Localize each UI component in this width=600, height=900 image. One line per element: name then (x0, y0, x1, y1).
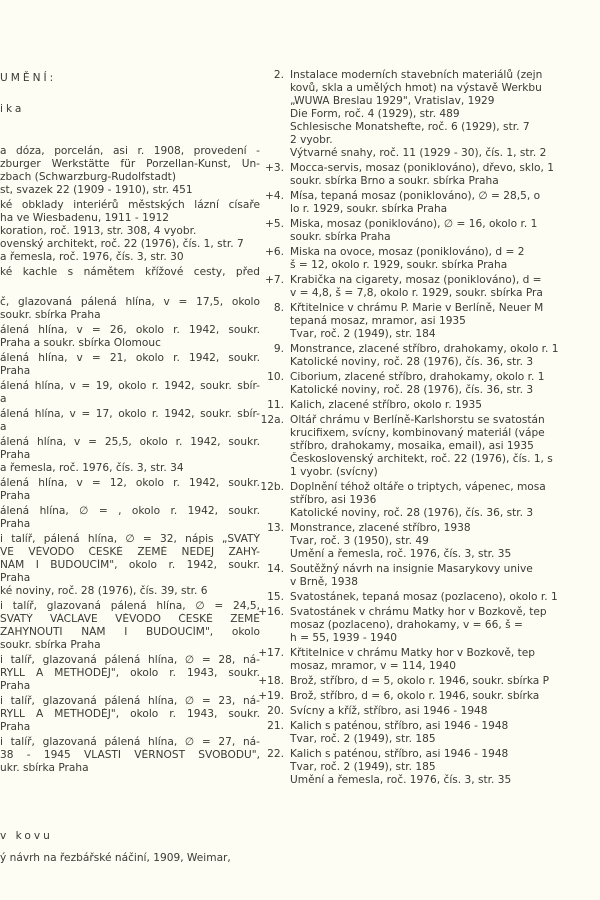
entry-number: +19. (258, 690, 284, 702)
entry-text-line: h = 55, 1939 - 1940 (290, 632, 398, 644)
entry-text-line: Československý architekt, roč. 22 (1976), čís. 1, s (290, 453, 553, 465)
text-line: Praha (0, 680, 31, 692)
entry-number: +3. (265, 162, 284, 174)
entry-text-line: Miska, mosaz (poniklováno), ∅ = 16, okolo r. 1 (290, 218, 538, 230)
entry-text-line: Tvar, roč. 2 (1949), str. 185 (290, 733, 436, 745)
entry-text-line: Kalich s paténou, stříbro, asi 1946 - 1948 (290, 748, 509, 760)
entry-text-line: Umění a řemesla, roč. 1976, čís. 3, str. 35 (290, 548, 512, 560)
entry-number: 12a. (260, 414, 284, 426)
text-line: č, glazovaná pálená hlína, v = 17,5, okolo (0, 296, 260, 308)
text-line: SVATÝ VÁCLAVE VĚVODO ČESKÉ ZEMĚ (0, 613, 260, 625)
entry-text-line: Svatostánek, tepaná mosaz (pozlaceno), okolo r. 1 (290, 591, 558, 603)
text-line: Praha (0, 449, 31, 461)
entry-text-line: Mocca-servis, mosaz (poniklováno), dřevo, sklo, 1 (290, 162, 554, 174)
entry-number: +18. (258, 675, 284, 687)
text-line: álená hlína, ∅ = , okolo r. 1942, soukr. (0, 505, 260, 517)
entry-text-line: v = 4,8, š = 7,8, okolo r. 1929, soukr. sbírka Pra (290, 287, 543, 299)
entry-text-line: Soutěžný návrh na insignie Masarykovy unive (290, 563, 533, 575)
text-line: zburger Werkstätte für Porzellan-Kunst, Un- (0, 158, 260, 170)
entry-number: 10. (267, 371, 284, 383)
entry-text-line: Schlesische Monatshefte, roč. 6 (1929), str. 7 (290, 121, 530, 133)
entry-number: +17. (258, 647, 284, 659)
entry-number: +7. (265, 274, 284, 286)
subsection-heading-metal: v kovu (0, 830, 53, 842)
entry-text-line: soukr. sbírka Brno a soukr. sbírka Praha (290, 175, 499, 187)
entry-number: 21. (267, 720, 284, 732)
text-line: zbach (Schwarzburg-Rudolfstadt) (0, 171, 176, 183)
entry-text-line: Die Form, roč. 4 (1929), str. 489 (290, 108, 460, 120)
entry-number: 14. (267, 563, 284, 575)
entry-text-line: v Brně, 1938 (290, 576, 359, 588)
entry-text-line: soukr. sbírka Praha (290, 231, 391, 243)
entry-number: 2. (273, 69, 284, 81)
entry-number: 15. (267, 591, 284, 603)
entry-text-line: 1 vyobr. (svícny) (290, 466, 378, 478)
entry-text-line: š = 12, okolo r. 1929, soukr. sbírka Praha (290, 259, 508, 271)
text-line: ké kachle s námětem křížové cesty, před (0, 266, 260, 278)
text-line: a řemesla, roč. 1976, čís. 3, str. 34 (0, 462, 184, 474)
text-line: Praha (0, 572, 31, 584)
text-line: soukr. sbírka Praha (0, 639, 101, 651)
entry-text-line: Svícny a kříž, stříbro, asi 1946 - 1948 (290, 705, 488, 717)
text-line: i talíř, glazovaná pálená hlína, ∅ = 28, ná- (0, 654, 260, 666)
entry-text-line: Kalich, zlacené stříbro, okolo r. 1935 (290, 399, 482, 411)
text-line: ý návrh na řezbářské náčiní, 1909, Weimar, (0, 852, 231, 864)
entry-text-line: stříbro, asi 1936 (290, 494, 377, 506)
text-line: NÁM I BUDOUCÍM", okolo r. 1942, soukr. (0, 559, 260, 571)
text-line: álená hlína, v = 26, okolo r. 1942, soukr. (0, 324, 260, 336)
entry-number: +6. (265, 246, 284, 258)
entry-number: 11. (267, 399, 284, 411)
entry-text-line: Výtvarné snahy, roč. 11 (1929 - 30), čís. 1, str. 2 (290, 147, 547, 159)
entry-text-line: Katolické noviny, roč. 28 (1976), čís. 36, str. 3 (290, 384, 534, 396)
text-line: ZAHYNOUTI NÁM I BUDOUCÍM", okolo (0, 626, 260, 638)
text-line: a dóza, porcelán, asi r. 1908, provedení - (0, 145, 260, 157)
text-line: Praha (0, 721, 31, 733)
entry-text-line: Tvar, roč. 2 (1949), str. 184 (290, 328, 436, 340)
entry-text-line: Mísa, tepaná mosaz (poniklováno), ∅ = 28,5, o (290, 190, 541, 202)
entry-number: 22. (267, 748, 284, 760)
text-line: ha ve Wiesbadenu, 1911 - 1912 (0, 212, 170, 224)
subsection-heading-ceramics: ika (0, 103, 25, 115)
text-line: i talíř, pálená hlína, ∅ = 32, nápis „SVATÝ (0, 533, 260, 545)
text-line: RYLL A METHODĚJ", okolo r. 1943, soukr. (0, 708, 260, 720)
entry-text-line: krucifixem, svícny, kombinovaný materiál (vápe (290, 427, 545, 439)
entry-number: +4. (265, 190, 284, 202)
entry-text-line: mosaz (pozlaceno), drahokamy, v = 66, š = (290, 619, 523, 631)
entry-text-line: „WUWA Breslau 1929", Vratislav, 1929 (290, 95, 495, 107)
text-line: 38 - 1945 VLASTI VĚRNOST SVOBODU", (0, 749, 260, 761)
entry-number: +16. (258, 606, 284, 618)
text-line: VE VĚVODO ČESKÉ ZEMĚ NEDEJ ZAHY- (0, 546, 260, 558)
text-line: álená hlína, v = 17, okolo r. 1942, soukr. sbír- (0, 408, 260, 420)
text-line: Praha (0, 365, 31, 377)
entry-text-line: Tvar, roč. 2 (1949), str. 185 (290, 761, 436, 773)
text-line: álená hlína, v = 25,5, okolo r. 1942, soukr. (0, 436, 260, 448)
entry-text-line: Brož, stříbro, d = 6, okolo r. 1946, soukr. sbírka (290, 690, 540, 702)
entry-text-line: stříbro, drahokamy, mosaika, email), asi 1935 (290, 440, 534, 452)
text-line: st, svazek 22 (1909 - 1910), str. 451 (0, 184, 193, 196)
entry-number: 12b. (260, 481, 284, 493)
text-line: i talíř, glazovaná pálená hlína, ∅ = 24,5, (0, 600, 260, 612)
entry-text-line: mosaz, mramor, v = 114, 1940 (290, 660, 456, 672)
entry-text-line: Krabička na cigarety, mosaz (poniklováno), d = (290, 274, 542, 286)
text-line: i talíř, glazovaná pálená hlína, ∅ = 27, ná- (0, 736, 260, 748)
text-line: ké obklady interiérů městských lázní císaře (0, 199, 260, 211)
text-line: ukr. sbírka Praha (0, 762, 89, 774)
text-line: a (0, 421, 7, 433)
entry-text-line: 2 vyobr. (290, 134, 333, 146)
entry-text-line: Monstrance, zlacené stříbro, drahokamy, okolo r. 1 (290, 343, 559, 355)
text-line: álená hlína, v = 21, okolo r. 1942, soukr. (0, 352, 260, 364)
entry-text-line: Brož, stříbro, d = 5, okolo r. 1946, soukr. sbírka P (290, 675, 550, 687)
entry-text-line: lo r. 1929, soukr. sbírka Praha (290, 203, 448, 215)
text-line: ovenský architekt, roč. 22 (1976), čís. 1, str. 7 (0, 238, 244, 250)
entry-text-line: Katolické noviny, roč. 28 (1976), čís. 36, str. 3 (290, 507, 534, 519)
entry-text-line: Katolické noviny, roč. 28 (1976), čís. 36, str. 3 (290, 356, 534, 368)
text-line: álená hlína, v = 12, okolo r. 1942, soukr. (0, 477, 260, 489)
text-line: ké noviny, roč. 28 (1976), čís. 39, str. 6 (0, 585, 208, 597)
entry-text-line: Kalich s paténou, stříbro, asi 1946 - 1948 (290, 720, 509, 732)
entry-number: 13. (267, 522, 284, 534)
section-heading: UMĚNÍ: (0, 72, 57, 84)
entry-text-line: Svatostánek v chrámu Matky hor v Bozkově, tep (290, 606, 547, 618)
text-line: RYLL A METHODĚJ", okolo r. 1943, soukr. (0, 667, 260, 679)
entry-text-line: Oltář chrámu v Berlíně-Karlshorstu se svatostán (290, 414, 545, 426)
text-line: a řemesla, roč. 1976, čís. 3, str. 30 (0, 251, 184, 263)
text-line: Praha (0, 490, 31, 502)
entry-text-line: Křtitelnice v chrámu Matky hor v Bozkově, tep (290, 647, 536, 659)
entry-text-line: Doplnění téhož oltáře o triptych, vápenec, mosa (290, 481, 546, 493)
entry-text-line: tepaná mosaz, mramor, asi 1935 (290, 315, 466, 327)
entry-text-line: Monstrance, zlacené stříbro, 1938 (290, 522, 471, 534)
text-line: Praha a soukr. sbírka Olomouc (0, 337, 161, 349)
entry-number: 8. (273, 302, 284, 314)
text-line: Praha (0, 518, 31, 530)
entry-text-line: Tvar, roč. 3 (1950), str. 49 (290, 535, 429, 547)
entry-number: +5. (265, 218, 284, 230)
entry-text-line: Miska na ovoce, mosaz (poniklováno), d = 2 (290, 246, 525, 258)
entry-text-line: Umění a řemesla, roč. 1976, čís. 3, str. 35 (290, 774, 512, 786)
entry-number: 9. (273, 343, 284, 355)
entry-text-line: kovů, skla a umělých hmot) na výstavě Werkbu (290, 82, 542, 94)
entry-text-line: Křtitelnice v chrámu P. Marie v Berlíně, Neuer M (290, 302, 544, 314)
text-line: i talíř, glazovaná pálená hlína, ∅ = 23, ná- (0, 695, 260, 707)
text-line: álená hlína, v = 19, okolo r. 1942, soukr. sbír- (0, 380, 260, 392)
text-line: soukr. sbírka Praha (0, 309, 101, 321)
entry-text-line: Instalace moderních stavebních materiálů (zejn (290, 69, 543, 81)
entry-text-line: Ciborium, zlacené stříbro, drahokamy, okolo r. 1 (290, 371, 545, 383)
text-line: a (0, 393, 7, 405)
text-line: koration, roč. 1913, str. 308, 4 vyobr. (0, 225, 197, 237)
entry-number: 20. (267, 705, 284, 717)
